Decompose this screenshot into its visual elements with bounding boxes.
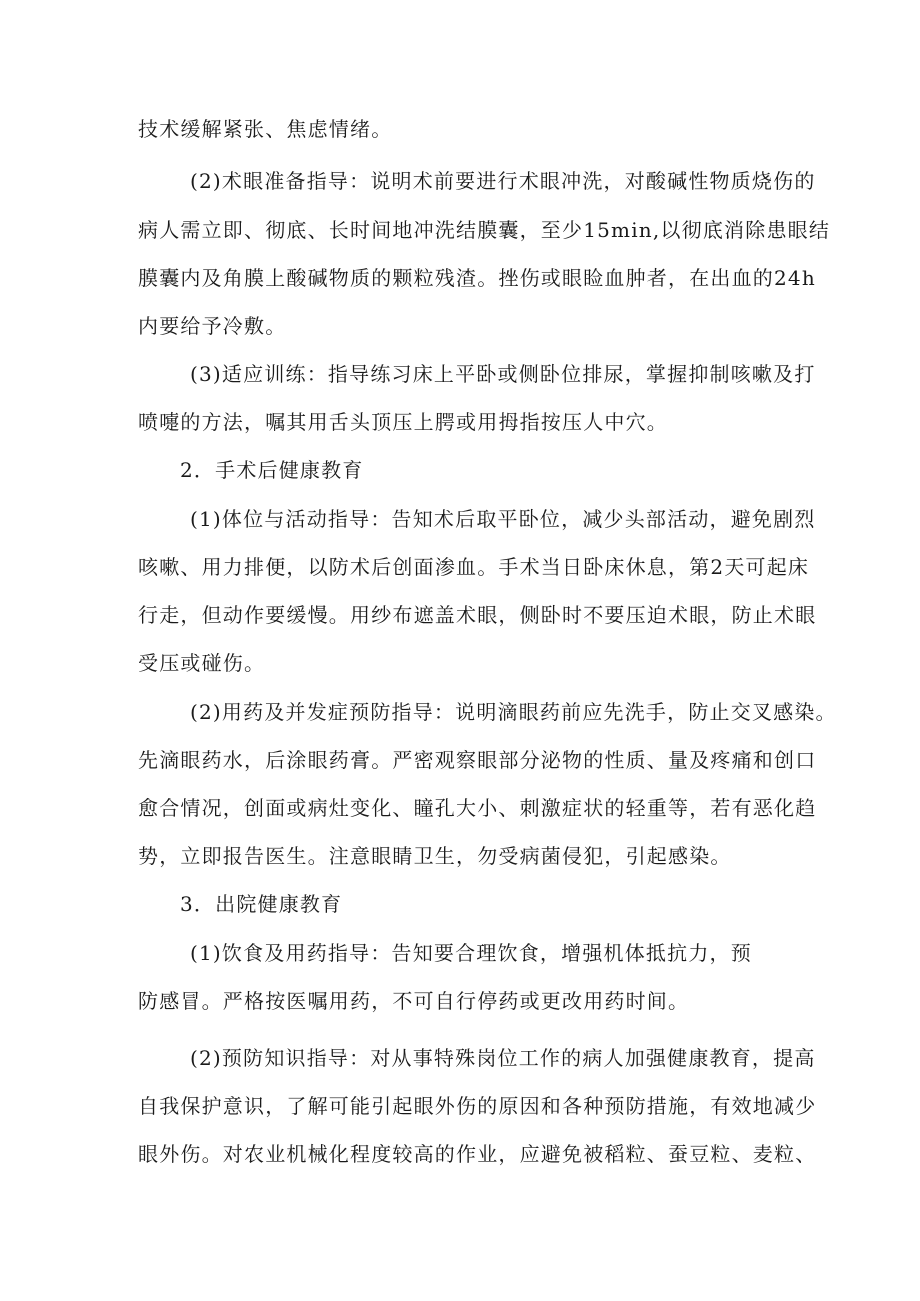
text-line: 自我保护意识，了解可能引起眼外伤的原因和各种预防措施，有效地减少 [138,1094,817,1118]
text-line: 技术缓解紧张、焦虑情绪。 [138,117,393,141]
paragraph-first-line: (1)体位与活动指导：告知术后取平卧位，减少头部活动，避免剧烈 [190,507,816,531]
text-line: 行走，但动作要缓慢。用纱布遮盖术眼，侧卧时不要压迫术眼，防止术眼 [138,603,817,627]
text-line: 咳嗽、用力排便，以防术后创面渗血。手术当日卧床休息，第2天可起床 [138,555,810,579]
text-line: 内要给予冷敷。 [138,314,287,338]
text-line: 病人需立即、彻底、长时间地冲洗结膜囊，至少15min,以彻底消除患眼结 [138,218,831,242]
text-line: 受压或碰伤。 [138,651,266,675]
paragraph-first-line: (2)术眼准备指导：说明术前要进行术眼冲洗，对酸碱性物质烧伤的 [190,169,816,193]
section-heading: 2．手术后健康教育 [180,458,364,482]
text-line: 势，立即报告医生。注意眼睛卫生，勿受病菌侵犯，引起感染。 [138,844,732,868]
text-line: 愈合情况，创面或病灶变化、瞳孔大小、刺激症状的轻重等，若有恶化趋 [138,796,817,820]
text-line: 眼外伤。对农业机械化程度较高的作业，应避免被稻粒、蚕豆粒、麦粒、 [138,1142,817,1166]
section-heading: 3．出院健康教育 [180,892,343,916]
paragraph-first-line: (1)饮食及用药指导：告知要合理饮食，增强机体抵抗力，预 [190,941,752,965]
paragraph-first-line: (2)预防知识指导：对从事特殊岗位工作的病人加强健康教育，提高 [190,1046,816,1070]
paragraph-first-line: (2)用药及并发症预防指导：说明滴眼药前应先洗手，防止交叉感染。 [190,700,837,724]
text-line: 防感冒。严格按医嘱用药，不可自行停药或更改用药时间。 [138,989,690,1013]
paragraph-first-line: (3)适应训练：指导练习床上平卧或侧卧位排尿，掌握抑制咳嗽及打 [190,362,816,386]
text-line: 膜囊内及角膜上酸碱物质的颗粒残渣。挫伤或眼睑血肿者，在出血的24h [138,266,816,290]
text-line: 先滴眼药水，后涂眼药膏。严密观察眼部分泌物的性质、量及疼痛和创口 [138,748,817,772]
text-line: 喷嚏的方法，嘱其用舌头顶压上腭或用拇指按压人中穴。 [138,410,668,434]
